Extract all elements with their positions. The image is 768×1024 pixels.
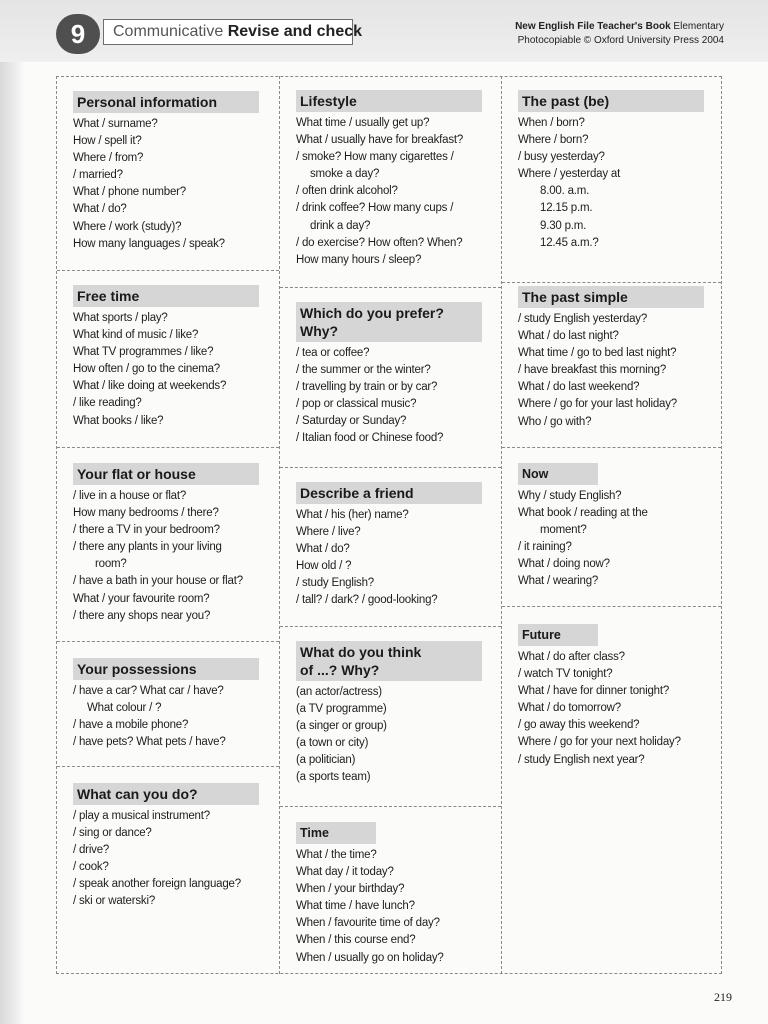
question-line: What / do last weekend? [518,381,640,394]
question-line: / study English? [296,577,374,590]
question-line: Where / yesterday at [518,168,621,181]
question-line: / watch TV tonight? [518,668,613,681]
page-number: 219 [714,990,732,1004]
card-questions [296,847,501,967]
book-binding-shadow [0,0,24,1024]
card-title: Your possessions [73,658,259,680]
question-line: What / do tomorrow? [518,702,621,715]
question-line: Where / go for your last holiday? [518,398,677,411]
card-lifestyle [280,77,501,287]
question-line: Where / from? [73,152,144,165]
question-line: / sing or dance? [73,827,152,840]
question-line: When / usually go on holiday? [296,951,444,964]
card-title: Personal information [73,91,259,113]
question-line: / often drink alcohol? [296,185,398,198]
card-title: Time [296,822,376,844]
card-the-past-simple [502,282,721,447]
question-line: Where / go for your next holiday? [518,736,681,749]
question-line: 9.30 p.m. [540,219,587,232]
question-line: / the summer or the winter? [296,364,431,377]
card-describe-a-friend [280,467,501,626]
question-line: / Italian food or Chinese food? [296,432,444,445]
card-questions [73,808,279,911]
question-line: What / have for dinner tonight? [518,685,670,698]
question-line: How many languages / speak? [73,237,225,250]
card-free-time [57,270,279,447]
question-line: / it raining? [518,541,572,554]
book-level: Elementary [673,21,724,32]
question-line: What / do after class? [518,651,625,663]
question-line: / busy yesterday? [518,151,605,164]
question-line: What time / go to bed last night? [518,347,677,360]
question-line: / have pets? What pets / have? [73,736,226,749]
question-line: / cook? [73,861,109,874]
question-line: / like reading? [73,397,142,410]
question-line: (a TV programme) [296,703,387,716]
question-line: / study English yesterday? [518,313,648,325]
card-title [296,302,482,342]
question-line: / have a car? What car / have? [73,685,224,697]
card-title-line-1: Which do you prefer? [300,305,444,321]
card-your-possessions [57,641,279,766]
question-line: What / phone number? [73,186,186,199]
book-title-line [515,20,724,34]
question-line: / tea or coffee? [296,347,370,359]
question-line: / live in a house or flat? [73,490,187,502]
question-line: How / spell it? [73,135,142,148]
card-questions [518,311,721,431]
question-line: What / surname? [73,118,158,130]
question-line: Where / born? [518,134,589,147]
question-line: (a singer or group) [296,720,387,733]
question-line: / have a mobile phone? [73,719,189,732]
question-line: / there a TV in your bedroom? [73,524,220,537]
unit-number-badge: 9 [56,14,100,54]
question-line: / smoke? How many cigarettes / [296,151,454,164]
question-line: / tall? / dark? / good-looking? [296,594,438,607]
question-line: What / the time? [296,849,377,861]
card-which-do-you-prefer [280,287,501,467]
card-personal-information [57,77,279,270]
question-line: How old / ? [296,560,352,573]
card-title: Free time [73,285,259,307]
question-line: / speak another foreign language? [73,878,241,891]
question-line: room? [95,558,127,571]
question-line: How many bedrooms / there? [73,507,219,520]
question-line: Why / study English? [518,490,622,502]
question-line: / go away this weekend? [518,719,640,732]
card-title: The past simple [518,286,704,308]
unit-label-light: Communicative [113,23,224,40]
card-questions [296,115,501,269]
card-time [280,806,501,973]
card-title-line-1: What do you think [300,644,422,660]
question-line: / study English next year? [518,753,645,766]
question-line: / pop or classical music? [296,398,417,411]
question-line: What kind of music / like? [73,329,199,342]
card-future [502,606,721,784]
question-line: How many hours / sleep? [296,253,422,266]
question-line: When / favourite time of day? [296,917,440,930]
question-line: What / his (her) name? [296,509,409,521]
question-line: When / your birthday? [296,883,405,896]
question-line: What sports / play? [73,312,168,324]
card-title: Lifestyle [296,90,482,112]
card-title [296,641,482,681]
card-questions [73,116,279,253]
card-title: What can you do? [73,783,259,805]
question-line: What / do last night? [518,330,619,343]
question-line: (a sports team) [296,771,371,784]
question-line: drink a day? [310,219,371,232]
question-line: When / born? [518,117,585,129]
question-line: What / doing now? [518,558,610,571]
question-line: What day / it today? [296,866,394,879]
card-questions [518,649,721,769]
question-line: What book / reading at the [518,507,648,520]
card-title: Now [518,463,598,485]
card-title-line-2: Why? [300,323,339,339]
question-line: / drink coffee? How many cups / [296,202,454,215]
question-line: / travelling by train or by car? [296,381,438,394]
question-line: What / usually have for breakfast? [296,134,464,147]
question-line: 12.45 a.m.? [540,236,599,249]
question-line: (a town or city) [296,737,369,750]
question-line: What / like doing at weekends? [73,380,227,393]
question-line: / have a bath in your house or flat? [73,575,243,588]
book-title: New English File Teacher's Book [515,21,671,32]
copyright-line: Photocopiable © Oxford University Press 2004 [517,35,724,46]
question-line: How often / go to the cinema? [73,363,220,376]
card-questions [73,310,279,430]
card-what-can-you-do [57,766,279,973]
question-line: / have breakfast this morning? [518,364,667,377]
question-line: Who / go with? [518,415,592,428]
question-line: / ski or waterski? [73,895,156,908]
question-line: (an actor/actress) [296,686,382,698]
card-title: Your flat or house [73,463,259,485]
card-title: The past (be) [518,90,704,112]
card-title: Describe a friend [296,482,482,504]
question-line: / married? [73,169,123,182]
question-line: (a politician) [296,754,356,767]
card-questions [296,345,501,448]
unit-title [103,19,363,45]
question-line: / there any plants in your living [73,541,222,554]
question-line: What TV programmes / like? [73,346,214,359]
card-what-do-you-think [280,626,501,806]
unit-label-bold: Revise and check [227,23,363,40]
question-line: What / do? [296,543,350,556]
card-questions [73,683,279,751]
question-line: What time / usually get up? [296,117,430,129]
question-line: What / do? [73,203,127,216]
question-line: 8.00. a.m. [540,185,590,198]
question-line: What colour / ? [87,702,162,715]
card-questions [73,488,279,625]
card-title-line-2: of ...? Why? [300,662,380,678]
card-title: Future [518,624,598,646]
question-line: 12.15 p.m. [540,202,593,215]
question-line: What / wearing? [518,575,599,588]
question-line: / do exercise? How often? When? [296,236,463,249]
card-the-past-be [502,77,721,282]
question-line: / play a musical instrument? [73,810,210,822]
question-line: Where / live? [296,526,361,539]
question-line: When / this course end? [296,934,416,947]
card-now [502,447,721,606]
question-line: moment? [540,524,587,537]
card-questions [296,507,501,610]
question-line: What / your favourite room? [73,592,210,605]
card-questions [518,115,721,252]
question-line: / there any shops near you? [73,609,211,622]
publication-info [515,20,724,48]
question-line: smoke a day? [310,168,380,181]
card-your-flat-or-house [57,447,279,641]
question-line: What books / like? [73,414,164,427]
question-line: / Saturday or Sunday? [296,415,407,428]
card-questions [296,684,501,787]
question-line: What time / have lunch? [296,900,415,913]
question-line: / drive? [73,844,110,857]
card-questions [518,488,721,591]
question-line: Where / work (study)? [73,220,182,233]
